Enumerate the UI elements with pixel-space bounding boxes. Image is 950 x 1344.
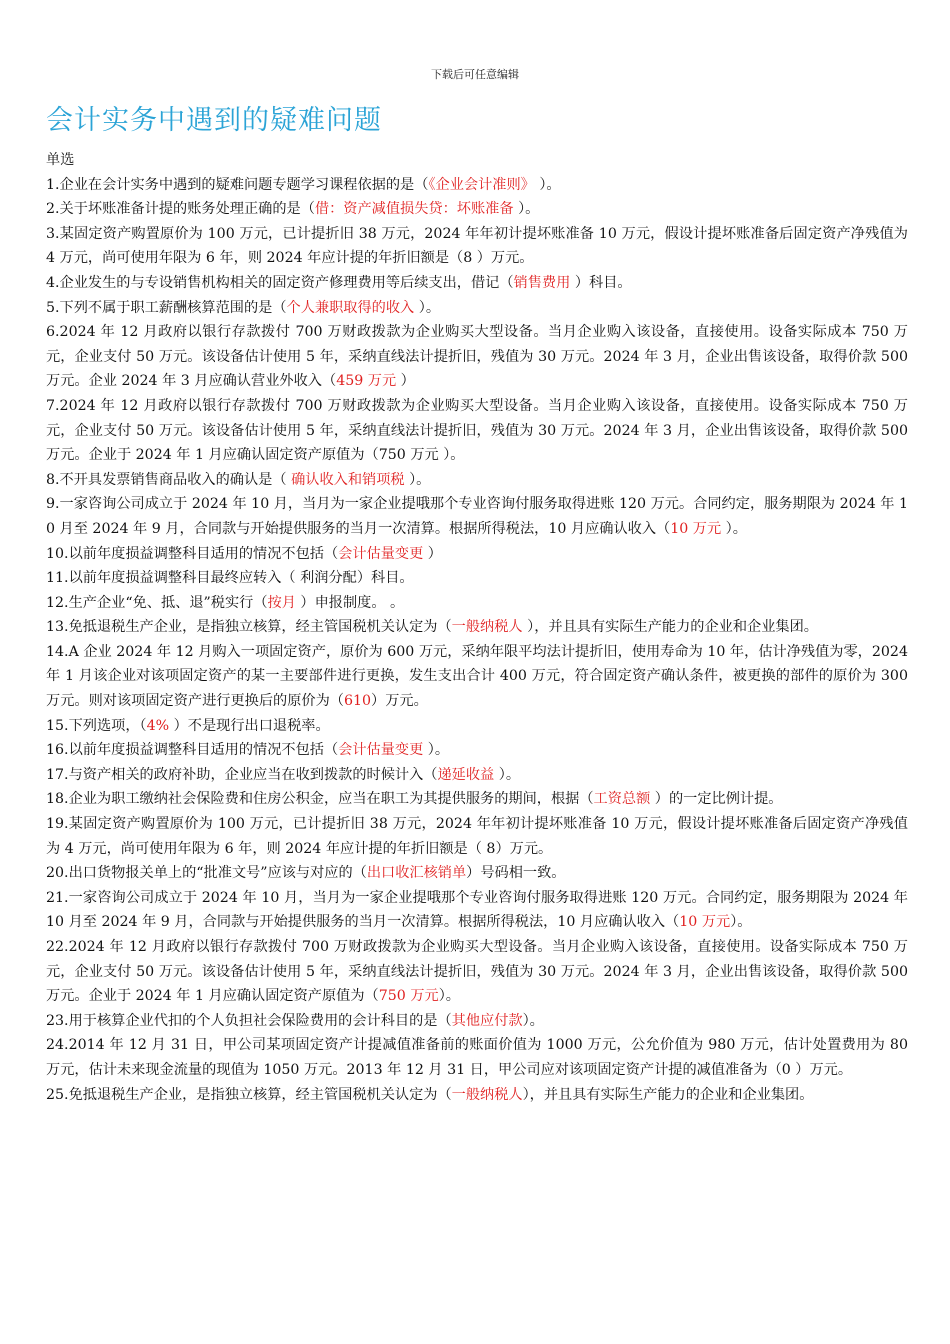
question-text: 2.关于坏账准备计提的账务处理正确的是（ bbox=[46, 201, 315, 218]
question-text: 12.生产企业“免、抵、退”税实行（ bbox=[46, 594, 268, 611]
question-suffix: ）的一定比例计提。 bbox=[650, 791, 783, 808]
document-title: 会计实务中遇到的疑难问题 bbox=[46, 105, 382, 136]
question-item bbox=[46, 542, 908, 567]
question-suffix: ）。 bbox=[414, 299, 441, 316]
question-text: 3.某固定资产购置原价为 100 万元，已计提折旧 38 万元，2024 年年初计提坏账准备 10 万元，假设计提坏账准备后固定资产净残值为 4 万元，尚可使用年限为 6 年，则 2024 年应计提的年折旧额是（8 ）万元。 bbox=[46, 225, 908, 267]
question-item bbox=[46, 566, 908, 591]
question-suffix: ）万元。 bbox=[371, 693, 428, 710]
question-suffix: ）。 bbox=[423, 742, 450, 759]
answer-text: 《企业会计准则》 bbox=[428, 176, 535, 193]
question-suffix: ）。 bbox=[494, 766, 521, 783]
question-suffix: ），并且具有实际生产能力的企业和企业集团。 bbox=[522, 1086, 814, 1103]
question-suffix: ）。 bbox=[534, 176, 561, 193]
question-suffix: ）。 bbox=[438, 988, 460, 1005]
question-item bbox=[46, 861, 908, 886]
question-item bbox=[46, 886, 908, 935]
question-text: 7.2024 年 12 月政府以银行存款拨付 700 万财政拨款为企业购买大型设备。当月企业购入该设备，直接使用。设备实际成本 750 万元，企业支付 50 万元。该设备估计使用 5 年，采纳直线法计提折旧，残值为 30 万元。2024 年 3 月，企业出售该设备，取得价款 500 万元。企业于 2024 年 1 月应确认固定资产原值为（750 万元 ）。 bbox=[46, 397, 908, 464]
question-text: 21.一家咨询公司成立于 2024 年 10 月，当月为一家企业提哦那个专业咨询付服务取得进账 120 万元。合同约定，服务期限为 2024 年 10 月至 2024 年 9 月，合同款与开始提供服务的当月一次清算。根据所得税法，10 月应确认收入（ bbox=[46, 889, 908, 931]
question-item bbox=[46, 468, 908, 493]
question-text: 6.2024 年 12 月政府以银行存款拨付 700 万财政拨款为企业购买大型设备。当月企业购入该设备，直接使用。设备实际成本 750 万元，企业支付 50 万元。该设备估计使用 5 年，采纳直线法计提折旧，残值为 30 万元。2024 年 3 月，企业出售该设备，取得价款 500 万元。企业 2024 年 3 月应确认营业外收入（ bbox=[46, 324, 908, 390]
answer-text: 递延收益 bbox=[437, 766, 495, 783]
question-suffix: ），并且具有实际生产能力的企业和企业集团。 bbox=[522, 619, 818, 636]
question-text: 10.以前年度损益调整科目适用的情况不包括（ bbox=[46, 545, 339, 562]
question-text: 23.用于核算企业代扣的个人负担社会保险费用的会计科目的是（ bbox=[46, 1012, 452, 1029]
question-text: 8.不开具发票销售商品收入的确认是（ bbox=[46, 471, 292, 488]
question-text: 18.企业为职工缴纳社会保险费和住房公积金，应当在职工为其提供服务的期间，根据（ bbox=[46, 791, 594, 808]
answer-text: 会计估量变更 bbox=[338, 545, 424, 562]
question-text: 4.企业发生的与专设销售机构相关的固定资产修理费用等后续支出，借记（ bbox=[46, 274, 514, 291]
answer-text: 750 万元 bbox=[378, 988, 439, 1005]
question-text: 20.出口货物报关单上的“批准文号”应该与对应的（ bbox=[46, 865, 367, 882]
answer-text: 出口收汇核销单 bbox=[366, 865, 467, 882]
question-suffix: ）科目。 bbox=[570, 274, 632, 291]
question-suffix: ）申报制度。 。 bbox=[295, 594, 405, 611]
question-item bbox=[46, 173, 908, 198]
page-header-note: 下载后可任意编辑 bbox=[431, 68, 519, 81]
question-item bbox=[46, 1083, 908, 1108]
answer-text: 一般纳税人 bbox=[451, 1086, 523, 1103]
question-text: 22.2024 年 12 月政府以银行存款拨付 700 万财政拨款为企业购买大型设备。当月企业购入该设备，直接使用。设备实际成本 750 万元，企业支付 50 万元。该设备估计使用 5 年，采纳直线法计提折旧，残值为 30 万元。2024 年 3 月，企业出售该设备，取得价款 500 万元。企业于 2024 年 1 月应确认固定资产原值为（ bbox=[46, 939, 908, 1005]
question-item bbox=[46, 1009, 908, 1034]
question-suffix: ）。 bbox=[721, 520, 747, 537]
answer-text: 确认收入和销项税 bbox=[291, 471, 405, 488]
question-text: 1.企业在会计实务中遇到的疑难问题专题学习课程依据的是（ bbox=[46, 176, 429, 193]
answer-text: 4% bbox=[146, 717, 170, 734]
answer-text: 10 万元 bbox=[679, 914, 731, 931]
question-text: 9.一家咨询公司成立于 2024 年 10 月，当月为一家企业提哦那个专业咨询付服务取得进账 120 万元。合同约定，服务期限为 2024 年 10 月至 2024 年 9 月，合同款与开始提供服务的当月一次清算。根据所得税法，10 月应确认收入（ bbox=[46, 496, 908, 537]
answer-text: 销售费用 bbox=[513, 274, 571, 291]
answer-text: 10 万元 bbox=[670, 520, 722, 537]
question-item bbox=[46, 787, 908, 812]
answer-text: 一般纳税人 bbox=[451, 619, 523, 636]
question-item bbox=[46, 197, 908, 222]
question-item bbox=[46, 640, 908, 714]
answer-text: 工资总额 bbox=[593, 791, 651, 808]
question-item bbox=[46, 714, 908, 739]
question-item bbox=[46, 1033, 908, 1082]
answer-text: 按月 bbox=[267, 594, 296, 611]
question-suffix: ）号码相一致。 bbox=[466, 865, 566, 882]
question-text: 24.2014 年 12 月 31 日，甲公司某项固定资产计提减值准备前的账面价值为 1000 万元，公允价值为 980 万元，估计处置费用为 80 万元，估计未来现金流量的现值为 1050 万元。2013 年 12 月 31 日，甲公司应对该项固定资产计提的减值准备为（0 ）万元。 bbox=[46, 1037, 908, 1078]
question-text: 13.免抵退税生产企业，是指独立核算，经主管国税机关认定为（ bbox=[46, 619, 452, 636]
question-item bbox=[46, 763, 908, 788]
question-suffix: ） bbox=[396, 373, 415, 390]
question-list bbox=[46, 148, 908, 1107]
question-text: 11.以前年度损益调整科目最终应转入（ 利润分配）科目。 bbox=[46, 570, 414, 587]
question-item bbox=[46, 222, 908, 271]
question-suffix: ）不是现行出口退税率。 bbox=[169, 717, 330, 734]
question-text: 16.以前年度损益调整科目适用的情况不包括（ bbox=[46, 742, 339, 759]
question-text: 25.免抵退税生产企业，是指独立核算，经主管国税机关认定为（ bbox=[46, 1086, 452, 1103]
question-text: 15.下列选项，（ bbox=[46, 717, 147, 734]
question-text: 19.某固定资产购置原价为 100 万元，已计提折旧 38 万元，2024 年年初计提坏账准备 10 万元，假设计提坏账准备后固定资产净残值为 4 万元，尚可使用年限为 6 年，则 2024 年应计提的年折旧额是（ 8）万元。 bbox=[46, 816, 908, 857]
question-item bbox=[46, 296, 908, 321]
answer-text: 借：资产减值损失贷：坏账准备 bbox=[314, 201, 514, 218]
question-item bbox=[46, 271, 908, 296]
question-suffix: ） bbox=[423, 545, 442, 562]
question-item bbox=[46, 812, 908, 861]
question-item bbox=[46, 394, 908, 468]
question-text: 5.下列不属于职工薪酬核算范围的是（ bbox=[46, 299, 287, 316]
question-item bbox=[46, 591, 908, 616]
answer-text: 其他应付款 bbox=[451, 1012, 523, 1029]
answer-text: 610 bbox=[343, 693, 372, 710]
question-suffix: ）。 bbox=[522, 1012, 544, 1029]
section-label: 单选 bbox=[46, 152, 75, 168]
question-item bbox=[46, 738, 908, 763]
question-text: 17.与资产相关的政府补助，企业应当在收到拨款的时候计入（ bbox=[46, 766, 438, 783]
question-item bbox=[46, 615, 908, 640]
answer-text: 459 万元 bbox=[336, 373, 397, 390]
question-suffix: ）。 bbox=[730, 914, 752, 931]
answer-text: 会计估量变更 bbox=[338, 742, 424, 759]
question-suffix: ）。 bbox=[404, 471, 431, 488]
question-suffix: ）。 bbox=[513, 201, 540, 218]
answer-text: 个人兼职取得的收入 bbox=[286, 299, 415, 316]
question-item bbox=[46, 492, 908, 541]
question-item bbox=[46, 320, 908, 394]
question-text: 14.A 企业 2024 年 12 月购入一项固定资产，原价为 600 万元，采纳年限平均法计提折旧，使用寿命为 10 年，估计净残值为零，2024 年 1 月该企业对该项固定资产的某一主要部件进行更换，发生支出合计 400 万元，符合固定资产确认条件，被更换的部件的原价为 300 万元。则对该项固定资产进行更换后的原价为（ bbox=[46, 643, 908, 710]
question-item bbox=[46, 935, 908, 1009]
